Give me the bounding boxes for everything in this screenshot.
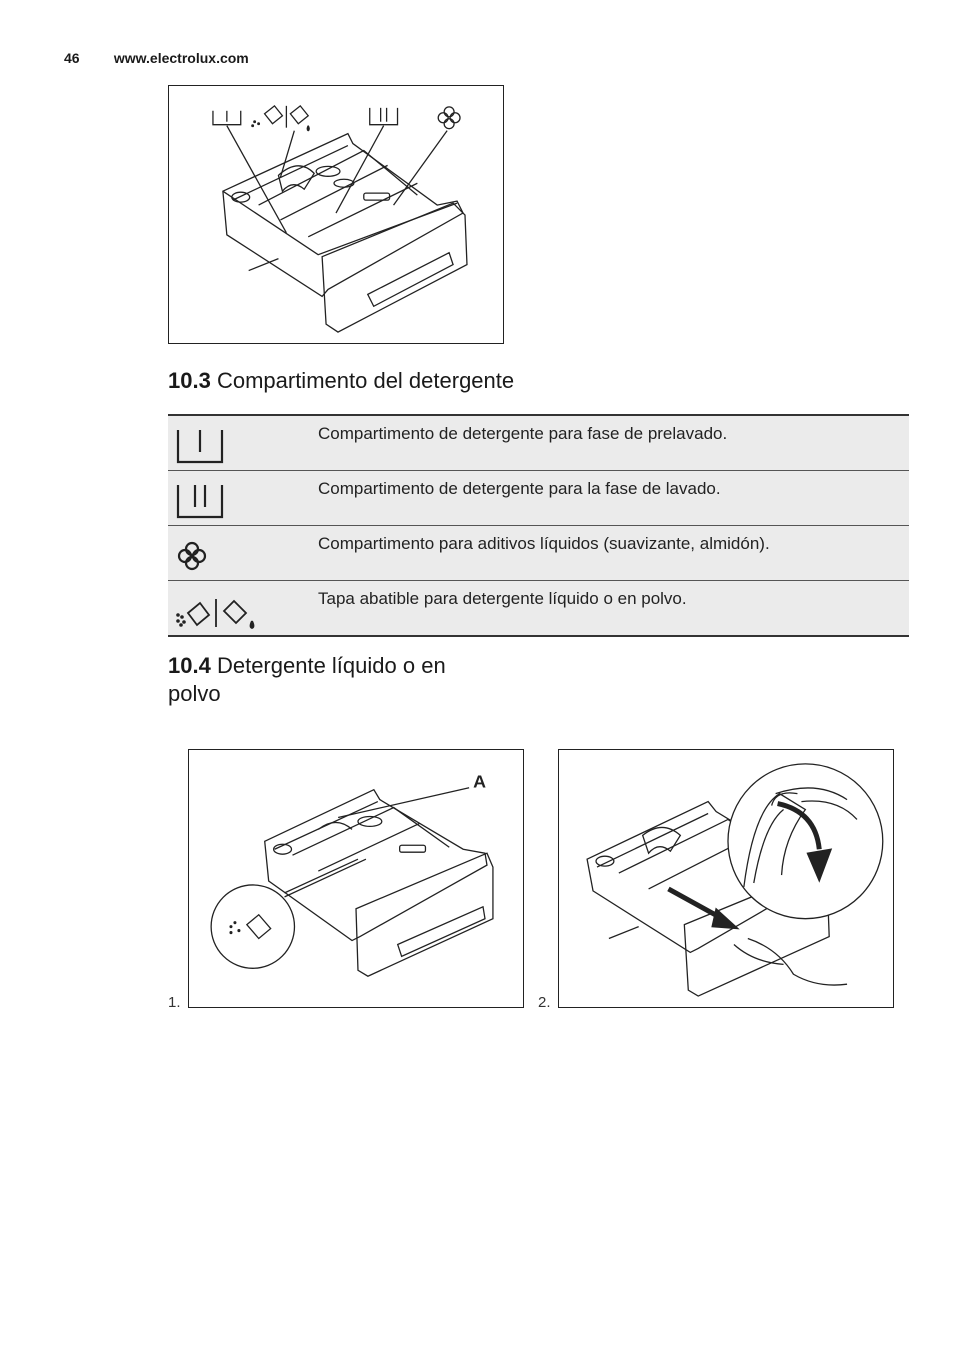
section-number: 10.4	[168, 653, 211, 678]
page-number: 46	[64, 50, 80, 66]
section-10-3-title	[168, 367, 514, 395]
dispenser-overview-figure	[168, 85, 504, 344]
table-row	[168, 416, 909, 471]
section-heading: Compartimento del detergente	[216, 368, 515, 393]
wash-compartment-icon	[172, 477, 232, 521]
table-row	[168, 526, 909, 581]
flower-softener-icon	[172, 532, 232, 576]
section-10-4-title	[168, 652, 446, 708]
compartment-table	[168, 414, 909, 637]
callout-label-a: A	[473, 771, 486, 792]
row-text: Compartimento de detergente para fase de prelavado.	[318, 424, 728, 443]
table-row	[168, 581, 909, 637]
website-link[interactable]: www.electrolux.com	[113, 50, 249, 66]
figure-caption-1: 1.	[168, 994, 181, 1011]
powder-liquid-flap-icon	[172, 587, 262, 631]
table-row	[168, 471, 909, 526]
prewash-compartment-icon	[172, 422, 232, 466]
powder-liquid-flap-icon	[252, 106, 309, 131]
powder-detergent-figure	[188, 749, 524, 1008]
flower-softener-icon	[438, 107, 460, 129]
page-header	[64, 50, 249, 66]
section-heading: Detergente líquido o en	[216, 653, 446, 678]
wash-compartment-icon	[370, 108, 398, 125]
row-text: Compartimento para aditivos líquidos (suavizante, almidón).	[318, 534, 770, 553]
section-heading-line2: polvo	[168, 681, 221, 706]
liquid-detergent-flap-figure	[558, 749, 894, 1008]
row-text: Compartimento de detergente para la fase de lavado.	[318, 479, 721, 498]
figure-caption-2: 2.	[538, 994, 551, 1011]
row-text: Tapa abatible para detergente líquido o en polvo.	[318, 589, 687, 608]
prewash-compartment-icon	[213, 111, 241, 125]
section-number: 10.3	[168, 368, 211, 393]
